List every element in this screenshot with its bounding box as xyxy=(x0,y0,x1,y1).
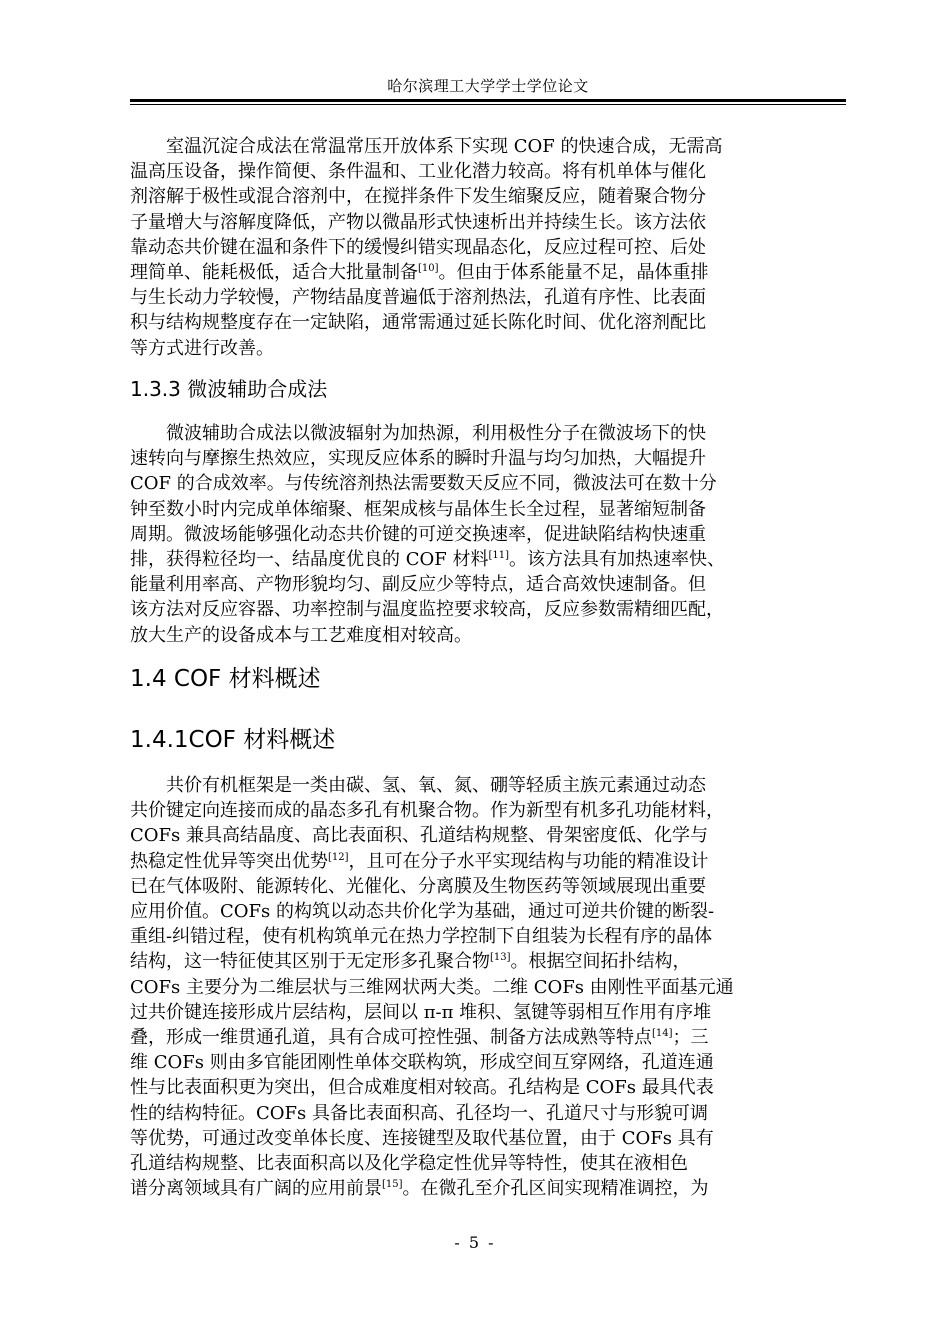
text-line: 钟至数小时内完成单体缩聚、框架成核与晶体生长全过程，显著缩短制备 xyxy=(130,498,706,520)
text-line: COF 的合成效率。与传统溶剂热法需要数天反应不同，微波法可在数十分 xyxy=(130,473,717,495)
header-rule-thick xyxy=(130,99,846,102)
section-heading-1-3-3: 1.3.3 微波辅助合成法 xyxy=(130,377,328,401)
text-line: 共价键定向连接而成的晶态多孔有机聚合物。作为新型有机多孔功能材料， xyxy=(130,800,724,822)
text-run: ，且可在分子水平实现结构与功能的精准设计 xyxy=(348,850,709,872)
page-number: - 5 - xyxy=(454,1233,496,1252)
paragraph-microwave-synthesis xyxy=(130,421,846,648)
citation-10: [10] xyxy=(418,263,439,275)
text-line: 等方式进行改善。 xyxy=(130,337,274,359)
text-line: 等优势，可通过改变单体长度、连接键型及取代基位置，由于 COFs 具有 xyxy=(130,1127,714,1149)
text-line: 重组-纠错过程，使有机构筑单元在热力学控制下自组装为长程有序的晶体 xyxy=(130,926,713,948)
text-run: 理简单、能耗极低，适合大批量制备 xyxy=(130,262,418,284)
paragraph-room-temp-synthesis xyxy=(130,134,846,361)
text-run: 叠，形成一维贯通孔道，具有合成可控性强、制备方法成熟等特点 xyxy=(130,1027,652,1049)
citation-15: [15] xyxy=(382,1179,403,1191)
text-line: 过共价键连接形成片层结构，层间以 π-π 堆积、氢键等弱相互作用有序堆 xyxy=(130,1001,712,1023)
text-line: 性与比表面积更为突出，但合成难度相对较高。孔结构是 COFs 最具代表 xyxy=(130,1077,714,1099)
text-line: 性的结构特征。COFs 具备比表面积高、孔径均一、孔道尺寸与形貌可调 xyxy=(130,1102,708,1124)
section-heading-1-4: 1.4 COF 材料概述 xyxy=(130,666,321,692)
text-run: 。根据空间拓扑结构， xyxy=(510,951,691,973)
text-line: 子量增大与溶解度降低，产物以微晶形式快速析出并持续生长。该方法依 xyxy=(130,211,706,233)
text-line: 室温沉淀合成法在常温常压开放体系下实现 COF 的快速合成，无需高 xyxy=(130,136,723,157)
text-line: 积与结构规整度存在一定缺陷，通常需通过延长陈化时间、优化溶剂配比 xyxy=(130,312,706,334)
citation-12: [12] xyxy=(328,851,349,863)
text-run: 谱分离领域具有广阔的应用前景 xyxy=(130,1178,382,1200)
text-line: 放大生产的设备成本与工艺难度相对较高。 xyxy=(130,624,472,646)
text-line: 维 COFs 则由多官能团刚性单体交联构筑，形成空间互穿网络，孔道连通 xyxy=(130,1052,714,1074)
header-rule-thin xyxy=(130,104,846,105)
text-run: 。该方法具有加热速率快、 xyxy=(509,549,725,571)
text-line: 已在气体吸附、能源转化、光催化、分离膜及生物医药等领域展现出重要 xyxy=(130,875,706,897)
text-line xyxy=(130,1025,846,1050)
text-run: 。在微孔至介孔区间实现精准调控，为 xyxy=(402,1178,709,1200)
text-line: COFs 主要分为二维层状与三维网状两大类。二维 COFs 由刚性平面基元通 xyxy=(130,976,734,998)
text-line: 该方法对反应容器、功率控制与温度监控要求较高，反应参数需精细匹配， xyxy=(130,599,724,621)
text-line xyxy=(130,849,846,874)
text-line: 应用价值。COFs 的构筑以动态共价化学为基础，通过可逆共价键的断裂- xyxy=(130,901,715,923)
text-line: 速转向与摩擦生热效应，实现反应体系的瞬时升温与均匀加热，大幅提升 xyxy=(130,448,706,470)
text-line: 能量利用率高、产物形貌均匀、副反应少等特点，适合高效快速制备。但 xyxy=(130,574,706,596)
text-line: COFs 兼具高结晶度、高比表面积、孔道结构规整、骨架密度低、化学与 xyxy=(130,825,708,847)
text-line: 孔道结构规整、比表面积高以及化学稳定性优异等特性，使其在液相色 xyxy=(130,1153,688,1175)
text-line: 靠动态共价键在温和条件下的缓慢纠错实现晶态化，反应过程可控、后处 xyxy=(130,236,706,258)
text-run: 排，获得粒径均一、结晶度优良的 COF 材料 xyxy=(130,549,489,571)
text-run: 热稳定性优异等突出优势 xyxy=(130,850,328,872)
text-line xyxy=(130,260,846,285)
text-line: 与生长动力学较慢，产物结晶度普遍低于溶剂热法，孔道有序性、比表面 xyxy=(130,287,706,309)
running-header: 哈尔滨理工大学学士学位论文 xyxy=(387,77,589,95)
paragraph-cof-overview xyxy=(130,773,846,1201)
text-run: ；三 xyxy=(672,1027,709,1049)
citation-13: [13] xyxy=(490,952,511,964)
text-line: 共价有机框架是一类由碳、氢、氧、氮、硼等轻质主族元素通过动态 xyxy=(130,775,706,796)
text-run: 结构，这一特征使其区别于无定形多孔聚合物 xyxy=(130,951,490,973)
section-heading-1-4-1: 1.4.1COF 材料概述 xyxy=(130,727,336,753)
text-run: 。但由于体系能量不足，晶体重排 xyxy=(438,262,709,284)
citation-14: [14] xyxy=(652,1028,673,1040)
text-line xyxy=(130,949,846,974)
text-line: 温高压设备，操作简便、条件温和、工业化潜力较高。将有机单体与催化 xyxy=(130,161,706,183)
text-line: 微波辅助合成法以微波辐射为加热源，利用极性分子在微波场下的快 xyxy=(130,423,706,444)
text-line xyxy=(130,547,846,572)
citation-11: [11] xyxy=(488,550,509,562)
text-line: 剂溶解于极性或混合溶剂中，在搅拌条件下发生缩聚反应，随着聚合物分 xyxy=(130,186,706,208)
text-line xyxy=(130,1176,846,1201)
text-line: 周期。微波场能够强化动态共价键的可逆交换速率，促进缺陷结构快速重 xyxy=(130,523,706,545)
